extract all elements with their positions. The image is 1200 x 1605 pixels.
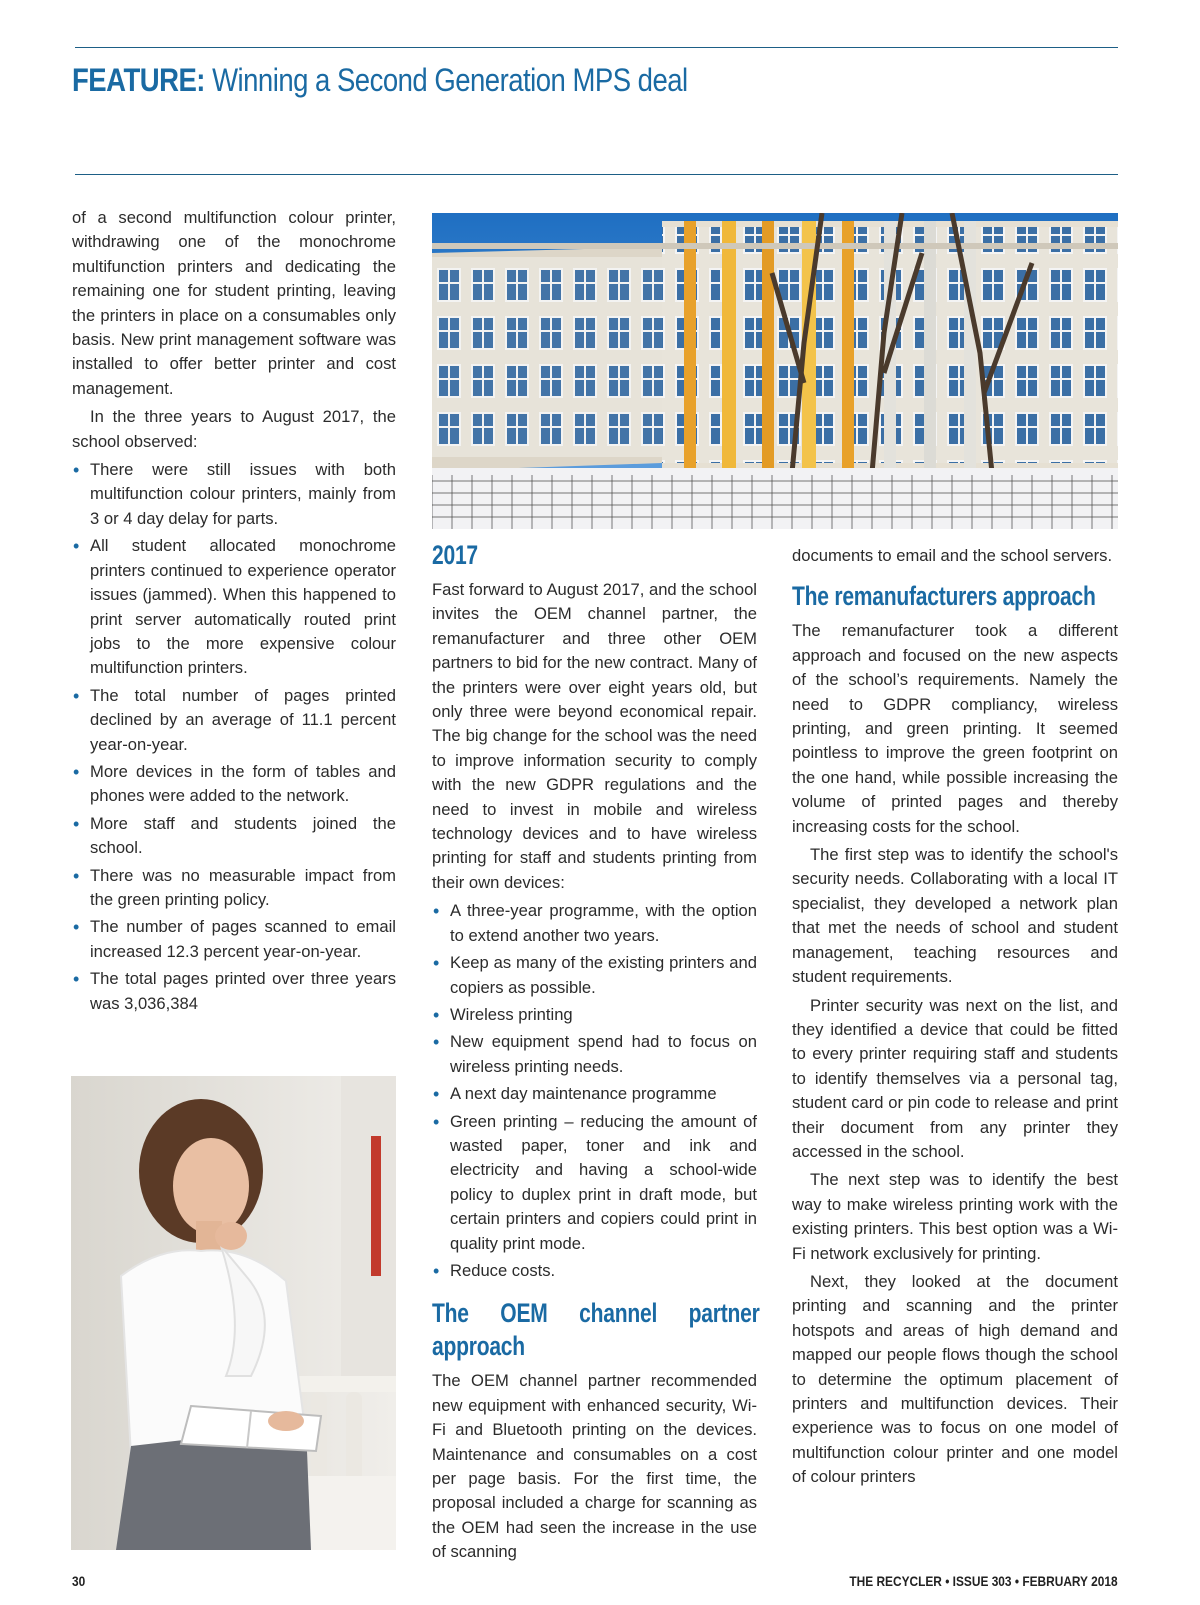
list-item: • Keep as many of the existing printers and copiers as possible.	[432, 951, 757, 1000]
list-item: • There were still issues with both multifunction colour printers, mainly from 3 or 4 day delay for parts.	[72, 458, 396, 531]
list-item: • Wireless printing	[432, 1003, 757, 1027]
woman-reading-photo	[71, 1076, 396, 1550]
column-middle	[432, 539, 760, 1565]
list-item: • The total pages printed over three years was 3,036,384	[72, 967, 396, 1016]
list-item: • New equipment spend had to focus on wireless printing needs.	[432, 1030, 757, 1079]
page-header	[72, 60, 688, 100]
paragraph: The first step was to identify the school's security needs. Collaborating with a local IT specialist, they developed a network plan that met the needs of school and student management, teaching resources and student requirements.	[792, 845, 1118, 987]
paragraph: Next, they looked at the document printing and scanning and the printer hotspots and areas of high demand and mapped our people flows though the school to determine the optimum placement of printers and multifunction devices. Their experience was to focus on one model of multifunction colour printer and one model of colour printers	[792, 1271, 1118, 1487]
list-item: • There was no measurable impact from the green printing policy.	[72, 864, 396, 913]
list-item: • A three-year programme, with the option to extend another two years.	[432, 899, 757, 948]
list-item: • A next day maintenance programme	[432, 1082, 757, 1106]
paragraph: In the three years to August 2017, the school observed:	[72, 407, 396, 451]
list-item: • The number of pages scanned to email increased 12.3 percent year-on-year.	[72, 915, 396, 964]
header-kicker: FEATURE:	[72, 62, 205, 98]
list-item: • All student allocated monochrome printers continued to experience operator issues (jammed). When this happened to print server automatically routed print jobs to the more expensive colour multifunction printers.	[72, 534, 396, 680]
paragraph: Printer security was next on the list, and they identified a device that could be fitted to every printer requiring staff and students to identify themselves via a personal tag, student card or pin code to release and print their document from any printer they accessed in the school.	[792, 995, 1118, 1161]
section-heading-oem: The OEM channel partner approach	[432, 1298, 760, 1362]
section-heading-remanufacturers: The remanufacturers approach	[792, 581, 1096, 612]
paragraph: The remanufacturer took a different approach and focused on the new aspects of the school’s requirements. Namely the need to GDPR compliancy, wireless printing, and green printing. It seemed pointless to improve the green footprint on the one hand, while possible increasing the volume of printed pages and thereby increasing costs for the school.	[792, 621, 1118, 836]
list-item: • Reduce costs.	[432, 1259, 757, 1283]
list-item: • The total number of pages printed declined by an average of 11.1 percent year-on-year.	[72, 684, 396, 757]
bullet-list	[72, 458, 396, 1016]
publication-info: THE RECYCLER • ISSUE 303 • FEBRUARY 2018	[849, 1573, 1118, 1589]
paragraph: The OEM channel partner recommended new equipment with enhanced security, Wi-Fi and Bluetooth printing on the devices. Maintenance and consumables on a cost per page basis. For the first time, the proposal included a charge for scanning as the OEM had seen the increase in the use of scanning	[432, 1371, 757, 1562]
header-bottom-rule	[75, 174, 1118, 175]
column-right	[792, 544, 1118, 1490]
school-building-photo	[432, 213, 1118, 529]
paragraph: The next step was to identify the best way to make wireless printing work with the existing printers. This best option was a Wi-Fi network exclusively for printing.	[792, 1170, 1118, 1263]
paragraph: Fast forward to August 2017, and the school invites the OEM channel partner, the remanufacturer and three other OEM partners to bid for the new contract. Many of the printers were over eight years old, but only three were beyond economical repair. The big change for the school was the need to improve information security to comply with the new GDPR regulations and the need to invest in mobile and wireless technology devices and to have wireless printing for staff and students printing from their own devices:	[432, 580, 757, 892]
section-heading-2017: 2017	[432, 540, 478, 570]
header-title: Winning a Second Generation MPS deal	[212, 62, 688, 98]
paragraph: documents to email and the school servers.	[792, 546, 1113, 565]
list-item: • Green printing – reducing the amount of wasted paper, toner and ink and electricity and having a school-wide policy to duplex print in draft mode, but certain printers and copiers could print in quality print mode.	[432, 1110, 757, 1256]
list-item: • More devices in the form of tables and phones were added to the network.	[72, 760, 396, 809]
page-number: 30	[72, 1573, 86, 1589]
header-top-rule	[75, 47, 1118, 48]
bullet-list	[432, 899, 757, 1283]
paragraph: of a second multifunction colour printer, withdrawing one of the monochrome multifunction printers and dedicating the remaining one for student printing, leaving the printers in place on a consumables only basis. New print management software was installed to offer better printer and cost management.	[72, 208, 396, 398]
list-item: • More staff and students joined the school.	[72, 812, 396, 861]
column-left	[72, 206, 396, 1019]
